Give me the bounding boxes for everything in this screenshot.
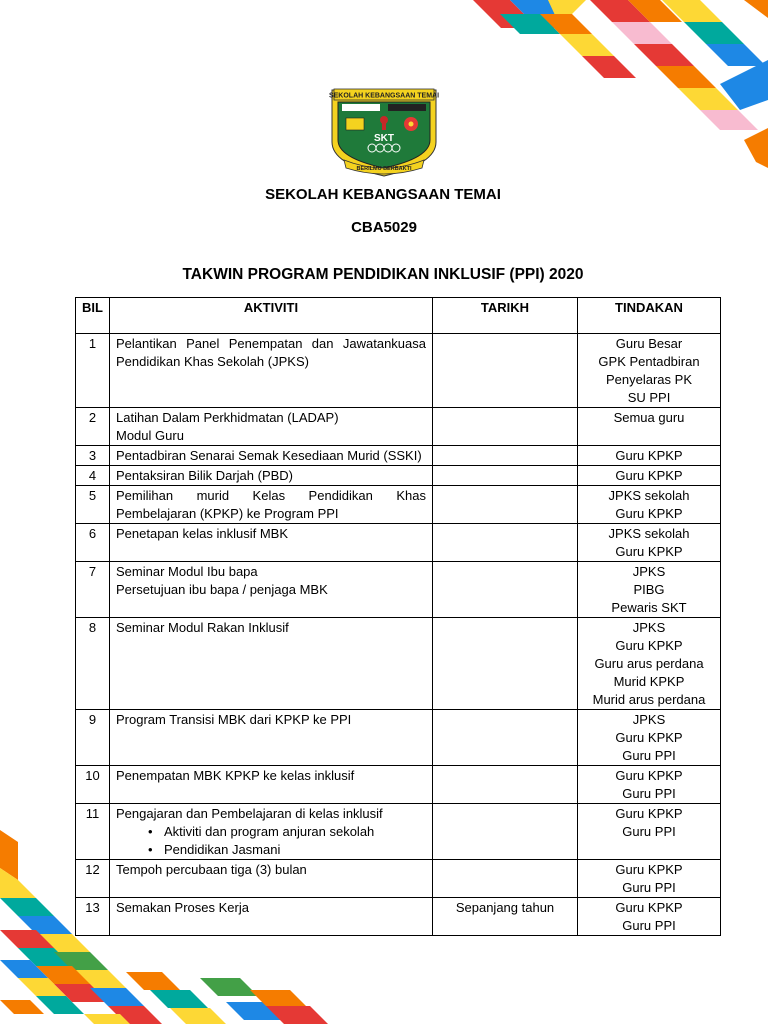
action-cell (578, 408, 721, 446)
date-cell (433, 562, 578, 618)
row-number: 9 (76, 710, 110, 766)
date-cell (433, 486, 578, 524)
activity-text: Seminar Modul Ibu bapa (116, 564, 258, 579)
action-person: Guru PPI (622, 824, 676, 839)
activity-text: Seminar Modul Rakan Inklusif (116, 620, 289, 635)
row-number: 7 (76, 562, 110, 618)
table-row (76, 710, 721, 766)
action-cell (578, 710, 721, 766)
action-person: Guru KPKP (615, 468, 683, 483)
action-cell (578, 860, 721, 898)
action-cell (578, 524, 721, 562)
header-aktiviti: AKTIVITI (110, 298, 433, 334)
table-row (76, 486, 721, 524)
activity-cell (110, 766, 433, 804)
action-person: Guru PPI (622, 918, 676, 933)
activity-text: Semakan Proses Kerja (116, 900, 249, 915)
table-row (76, 860, 721, 898)
activity-bullet-item: • Pendidikan Jasmani (148, 841, 426, 859)
school-code: CBA5029 (351, 219, 417, 236)
table-row (76, 524, 721, 562)
activity-text: Penempatan MBK KPKP ke kelas inklusif (116, 768, 355, 783)
row-number: 11 (76, 804, 110, 860)
action-cell (578, 486, 721, 524)
action-person: Pewaris SKT (611, 600, 687, 615)
action-person: Guru PPI (622, 786, 676, 801)
header-bil: BIL (76, 298, 110, 334)
date-cell: Sepanjang tahun (433, 898, 578, 936)
action-person: Guru PPI (622, 748, 676, 763)
action-person: JPKS (632, 564, 666, 579)
table-row (76, 766, 721, 804)
action-person: Semua guru (613, 410, 685, 425)
action-cell (578, 766, 721, 804)
action-person: Guru KPKP (615, 730, 683, 745)
action-person: Guru KPKP (615, 900, 683, 915)
activity-text: Pelantikan Panel Penempatan dan Jawatankuasa Pendidikan Khas Sekolah (JPKS) (116, 336, 426, 369)
svg-text:SEKOLAH KEBANGSAAN TEMAI: SEKOLAH KEBANGSAAN TEMAI (328, 92, 440, 100)
header-tarikh: TARIKH (433, 298, 578, 334)
row-number: 13 (76, 898, 110, 936)
action-person: Guru KPKP (615, 806, 683, 821)
action-cell (578, 562, 721, 618)
action-person: Guru KPKP (615, 544, 683, 559)
activity-bullet-item: • Aktiviti dan program anjuran sekolah (148, 823, 426, 841)
activity-cell (110, 804, 433, 860)
action-person: Guru KPKP (615, 506, 683, 521)
action-person: JPKS sekolah (608, 526, 690, 541)
school-crest-logo (326, 80, 442, 178)
date-cell (433, 804, 578, 860)
action-cell (578, 804, 721, 860)
svg-text:SKT: SKT (374, 133, 394, 144)
activity-text: Tempoh percubaan tiga (3) bulan (116, 862, 307, 877)
action-cell (578, 898, 721, 936)
table-header-row (76, 298, 721, 334)
action-person: Guru KPKP (615, 862, 683, 877)
activity-cell (110, 408, 433, 446)
activity-cell (110, 562, 433, 618)
row-number: 2 (76, 408, 110, 446)
activity-cell (110, 486, 433, 524)
date-cell (433, 766, 578, 804)
activity-cell (110, 618, 433, 710)
row-number: 1 (76, 334, 110, 408)
table-body (76, 334, 721, 936)
activity-cell (110, 860, 433, 898)
action-person: Guru Besar (615, 336, 683, 351)
program-schedule-table (75, 297, 721, 936)
table-row (76, 898, 721, 936)
action-person: Penyelaras PK (606, 372, 692, 387)
school-name: SEKOLAH KEBANGSAAN TEMAI (265, 186, 501, 203)
table-row (76, 466, 721, 486)
action-person: Guru KPKP (615, 638, 683, 653)
activity-text: Program Transisi MBK dari KPKP ke PPI (116, 712, 352, 727)
activity-text: Latihan Dalam Perkhidmatan (LADAP) (116, 410, 339, 425)
date-cell (433, 466, 578, 486)
row-number: 3 (76, 446, 110, 466)
activity-cell (110, 898, 433, 936)
row-number: 4 (76, 466, 110, 486)
action-person: Guru arus perdana (594, 656, 704, 671)
action-cell (578, 334, 721, 408)
table-row (76, 618, 721, 710)
date-cell (433, 710, 578, 766)
activity-cell (110, 334, 433, 408)
row-number: 12 (76, 860, 110, 898)
date-cell (433, 618, 578, 710)
activity-text: Pengajaran dan Pembelajaran di kelas inklusif (116, 806, 383, 821)
table-row (76, 562, 721, 618)
activity-cell (110, 446, 433, 466)
action-person: PIBG (633, 582, 665, 597)
row-number: 8 (76, 618, 110, 710)
activity-text: Penetapan kelas inklusif MBK (116, 526, 288, 541)
action-person: SU PPI (627, 390, 671, 405)
date-cell (433, 408, 578, 446)
top-right-ribbon (473, 0, 768, 168)
action-cell (578, 618, 721, 710)
date-cell (433, 860, 578, 898)
action-person: GPK Pentadbiran (598, 354, 700, 369)
action-person: Murid KPKP (613, 674, 685, 689)
activity-text: Persetujuan ibu bapa / penjaga MBK (116, 582, 328, 597)
date-cell (433, 524, 578, 562)
activity-text: Pemilihan murid Kelas Pendidikan Khas Pembelajaran (KPKP) ke Program PPI (116, 488, 426, 521)
date-cell (433, 334, 578, 408)
activity-cell (110, 466, 433, 486)
svg-text:BERILMU BERBAKTI: BERILMU BERBAKTI (356, 166, 412, 172)
header-tindakan: TINDAKAN (578, 298, 721, 334)
table-row (76, 804, 721, 860)
activity-text: Pentaksiran Bilik Darjah (PBD) (116, 468, 294, 483)
action-person: Guru PPI (622, 880, 676, 895)
activity-bullet-list (116, 823, 426, 859)
action-person: Murid arus perdana (592, 692, 706, 707)
action-person: JPKS (632, 712, 666, 727)
row-number: 10 (76, 766, 110, 804)
activity-cell (110, 710, 433, 766)
table-row (76, 408, 721, 446)
action-person: Guru KPKP (615, 768, 683, 783)
table-row (76, 334, 721, 408)
date-cell (433, 446, 578, 466)
table-row (76, 446, 721, 466)
activity-cell (110, 524, 433, 562)
action-cell (578, 446, 721, 466)
row-number: 5 (76, 486, 110, 524)
activity-text: Modul Guru (116, 428, 184, 443)
document-title: TAKWIN PROGRAM PENDIDIKAN INKLUSIF (PPI) 2020 (182, 266, 584, 283)
action-cell (578, 466, 721, 486)
action-person: JPKS sekolah (608, 488, 690, 503)
row-number: 6 (76, 524, 110, 562)
action-person: Guru KPKP (615, 448, 683, 463)
action-person: JPKS (632, 620, 666, 635)
activity-text: Pentadbiran Senarai Semak Kesediaan Murid (SSKI) (116, 448, 422, 463)
